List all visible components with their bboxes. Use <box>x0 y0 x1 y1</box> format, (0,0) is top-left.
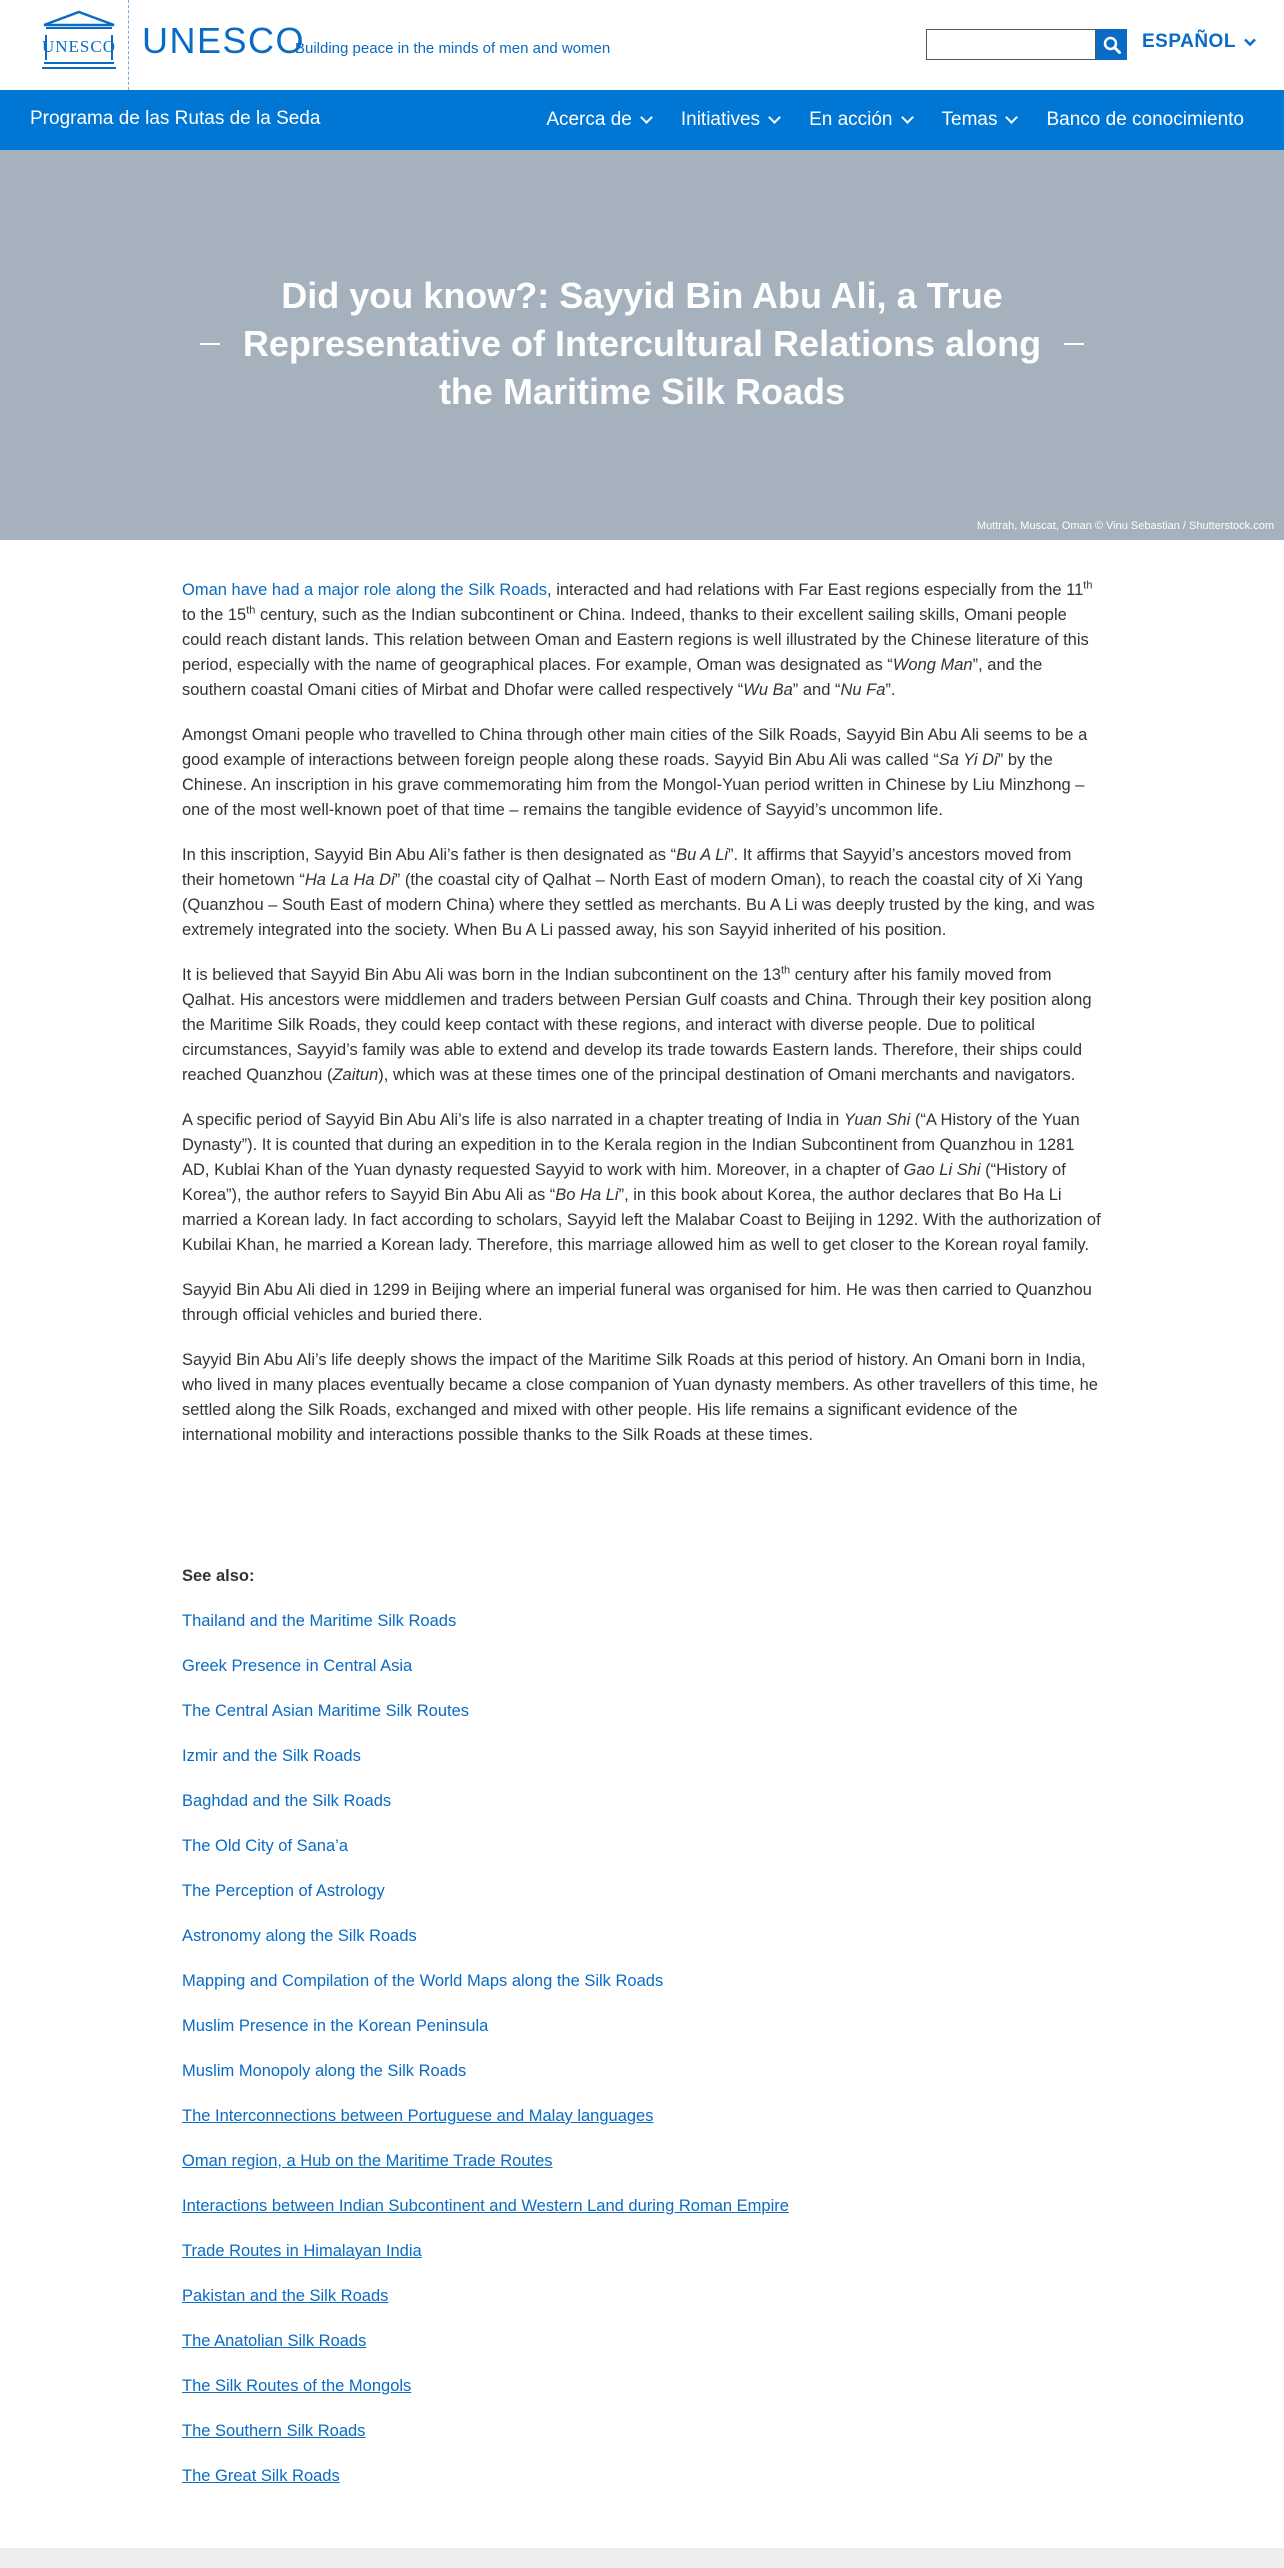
see-also-link[interactable]: The Anatolian Silk Roads <box>182 2332 367 2350</box>
see-also-link[interactable]: Oman region, a Hub on the Maritime Trade Routes <box>182 2152 553 2170</box>
inline-link[interactable]: Oman have had a major role along the Silk Roads <box>182 581 548 599</box>
search-icon <box>1103 36 1121 54</box>
nav-item-temas[interactable] <box>942 109 1017 131</box>
page-title: Did you know?: Sayyid Bin Abu Ali, a True Representative of Intercultural Relations along the Maritime Silk Roads <box>242 275 1042 412</box>
nav-item-label: Acerca de <box>546 109 632 130</box>
see-also-link[interactable]: Pakistan and the Silk Roads <box>182 2287 389 2305</box>
nav-item-label: En acción <box>809 109 893 130</box>
main-nav <box>0 90 1284 150</box>
hero-banner <box>0 150 1284 540</box>
language-selector[interactable] <box>1142 31 1256 53</box>
article-paragraph: Oman have had a major role along the Silk Roads, interacted and had relations with Far East regions especially from the 11th to the 15th century, such as the Indian subcontinent or China. Indeed, thanks to their excellent sailing skills, Omani people could reach distant lands. This relation between Oman and Eastern regions is well illustrated by the Chinese literature of this period, especially with the name of geographical places. For example, Oman was designated as “Wong Man”, and the southern coastal Omani cities of Mirbat and Dhofar were called respectively “Wu Ba” and “Nu Fa”. <box>182 579 1093 699</box>
logo-wordmark: UNESCO <box>41 37 117 56</box>
article-paragraph: In this inscription, Sayyid Bin Abu Ali’s father is then designated as “Bu A Li”. It affirms that Sayyid’s ancestors moved from their hometown “Ha La Ha Di” (the coastal city of Qalhat – North East of modern Oman), to reach the coastal city of Xi Yang (Quanzhou – South East of modern China) where they settled as merchants. Bu A Li was deeply trusted by the king, and was extremely integrated into the society. When Bu A Li passed away, his son Sayyid inherited of his position. <box>182 846 1095 939</box>
nav-item-label: Initiatives <box>680 109 761 130</box>
nav-item-en-accion[interactable] <box>809 109 911 131</box>
article-paragraph: Sayyid Bin Abu Ali died in 1299 in Beijing where an imperial funeral was organised for him. He was then carried to Quanzhou through official vehicles and buried there. <box>182 1281 1092 1324</box>
brand-name[interactable]: UNESCO <box>142 20 306 61</box>
search-input[interactable] <box>926 29 1096 60</box>
see-also-link[interactable]: Thailand and the Maritime Silk Roads <box>182 1612 457 1630</box>
nav-item-banco-de-conocimiento[interactable] <box>1046 109 1244 131</box>
see-also-link[interactable]: Greek Presence in Central Asia <box>182 1657 413 1675</box>
see-also-link[interactable]: Baghdad and the Silk Roads <box>182 1792 392 1810</box>
see-also-link[interactable]: The Southern Silk Roads <box>182 2422 366 2440</box>
see-also-link[interactable]: Astronomy along the Silk Roads <box>182 1927 417 1945</box>
nav-item-initiatives[interactable] <box>681 109 779 131</box>
nav-menu <box>546 90 1244 150</box>
header-divider <box>128 0 129 90</box>
see-also-link[interactable]: The Great Silk Roads <box>182 2467 340 2485</box>
image-credit: Muttrah, Muscat, Oman © Vinu Sebastian / Shutterstock.com <box>976 520 1274 532</box>
article-paragraph: It is believed that Sayyid Bin Abu Ali was born in the Indian subcontinent on the 13th century after his family moved from Qalhat. His ancestors were middlemen and traders between Persian Gulf coasts and China. Through their key position along the Maritime Silk Roads, they could keep contact with these regions, and interact with diverse people. Due to political circumstances, Sayyid’s family was able to extend and develop its trade towards Eastern lands. Therefore, their ships could reached Quanzhou (Zaitun), which was at these times one of the principal destination of Omani merchants and navigators. <box>182 964 1092 1084</box>
hero-title-dash-right <box>1064 343 1084 345</box>
language-label: ESPAÑOL <box>1142 31 1236 52</box>
see-also-link[interactable]: The Old City of Sana’a <box>182 1837 348 1855</box>
chevron-down-icon <box>1006 111 1019 124</box>
see-also-link[interactable]: Muslim Monopoly along the Silk Roads <box>182 2062 467 2080</box>
see-also-link[interactable]: The Central Asian Maritime Silk Routes <box>182 1702 470 1720</box>
article-paragraph: A specific period of Sayyid Bin Abu Ali’s life is also narrated in a chapter treating of India in Yuan Shi (“A History of the Yuan Dynasty”). It is counted that during an expedition in to the Kerala region in the Indian Subcontinent from Quanzhou in 1281 AD, Kublai Khan of the Yuan dynasty requested Sayyid to work with him. Moreover, in a chapter of Gao Li Shi (“History of Korea”), the author refers to Sayyid Bin Abu Ali as “Bo Ha Li”, in this book about Korea, the author declares that Bo Ha Li married a Korean lady. In fact according to scholars, Sayyid left the Malabar Coast to Beijing in 1292. With the authorization of Kubilai Khan, he married a Korean lady. Therefore, this marriage allowed him as well to get closer to the Korean royal family. <box>182 1111 1101 1254</box>
chevron-down-icon <box>1244 38 1256 47</box>
unesco-logo[interactable] <box>40 10 118 72</box>
hero-title-dash-left <box>200 343 220 345</box>
chevron-down-icon <box>768 111 781 124</box>
article-body <box>182 578 1102 1468</box>
see-also-link[interactable]: Mapping and Compilation of the World Maps along the Silk Roads <box>182 1972 664 1990</box>
brand-tagline: Building peace in the minds of men and women <box>295 40 611 57</box>
see-also-heading: See also: <box>182 1567 255 1585</box>
see-also-link[interactable]: Izmir and the Silk Roads <box>182 1747 361 1765</box>
see-also-link[interactable]: Muslim Presence in the Korean Peninsula <box>182 2017 489 2035</box>
see-also-link[interactable]: The Silk Routes of the Mongols <box>182 2377 412 2395</box>
chevron-down-icon <box>640 111 653 124</box>
article-paragraph: Amongst Omani people who travelled to China through other main cities of the Silk Roads, Sayyid Bin Abu Ali seems to be a good example of interactions between foreign people along these roads. Sayyid Bin Abu Ali was called “Sa Yi Di” by the Chinese. An inscription in his grave commemorating him from the Mongol-Yuan period written in Chinese by Liu Minzhong – one of the most well-known poet of that time – remains the tangible evidence of Sayyid’s uncommon life. <box>182 726 1088 819</box>
search-button[interactable] <box>1096 29 1127 60</box>
chevron-down-icon <box>901 111 914 124</box>
see-also-link[interactable]: Trade Routes in Himalayan India <box>182 2242 422 2260</box>
see-also-list <box>182 1612 1102 2512</box>
nav-item-acerca-de[interactable] <box>546 109 651 131</box>
site-header <box>0 0 1284 90</box>
nav-item-label: Temas <box>941 109 998 130</box>
article-paragraph: Sayyid Bin Abu Ali’s life deeply shows the impact of the Maritime Silk Roads at this period of history. An Omani born in India, who lived in many places eventually became a close companion of Yuan dynasty members. As other travellers of this time, he settled along the Silk Roads, exchanged and mixed with other people. His life remains a significant evidence of the international mobility and interactions possible thanks to the Silk Roads at these times. <box>182 1351 1098 1444</box>
program-title[interactable]: Programa de las Rutas de la Seda <box>30 108 321 129</box>
see-also-link[interactable]: The Perception of Astrology <box>182 1882 385 1900</box>
see-also-link[interactable]: Interactions between Indian Subcontinent and Western Land during Roman Empire <box>182 2197 789 2215</box>
nav-item-label: Banco de conocimiento <box>1046 109 1244 130</box>
footer-strip <box>0 2548 1284 2568</box>
see-also-link[interactable]: The Interconnections between Portuguese and Malay languages <box>182 2107 654 2125</box>
